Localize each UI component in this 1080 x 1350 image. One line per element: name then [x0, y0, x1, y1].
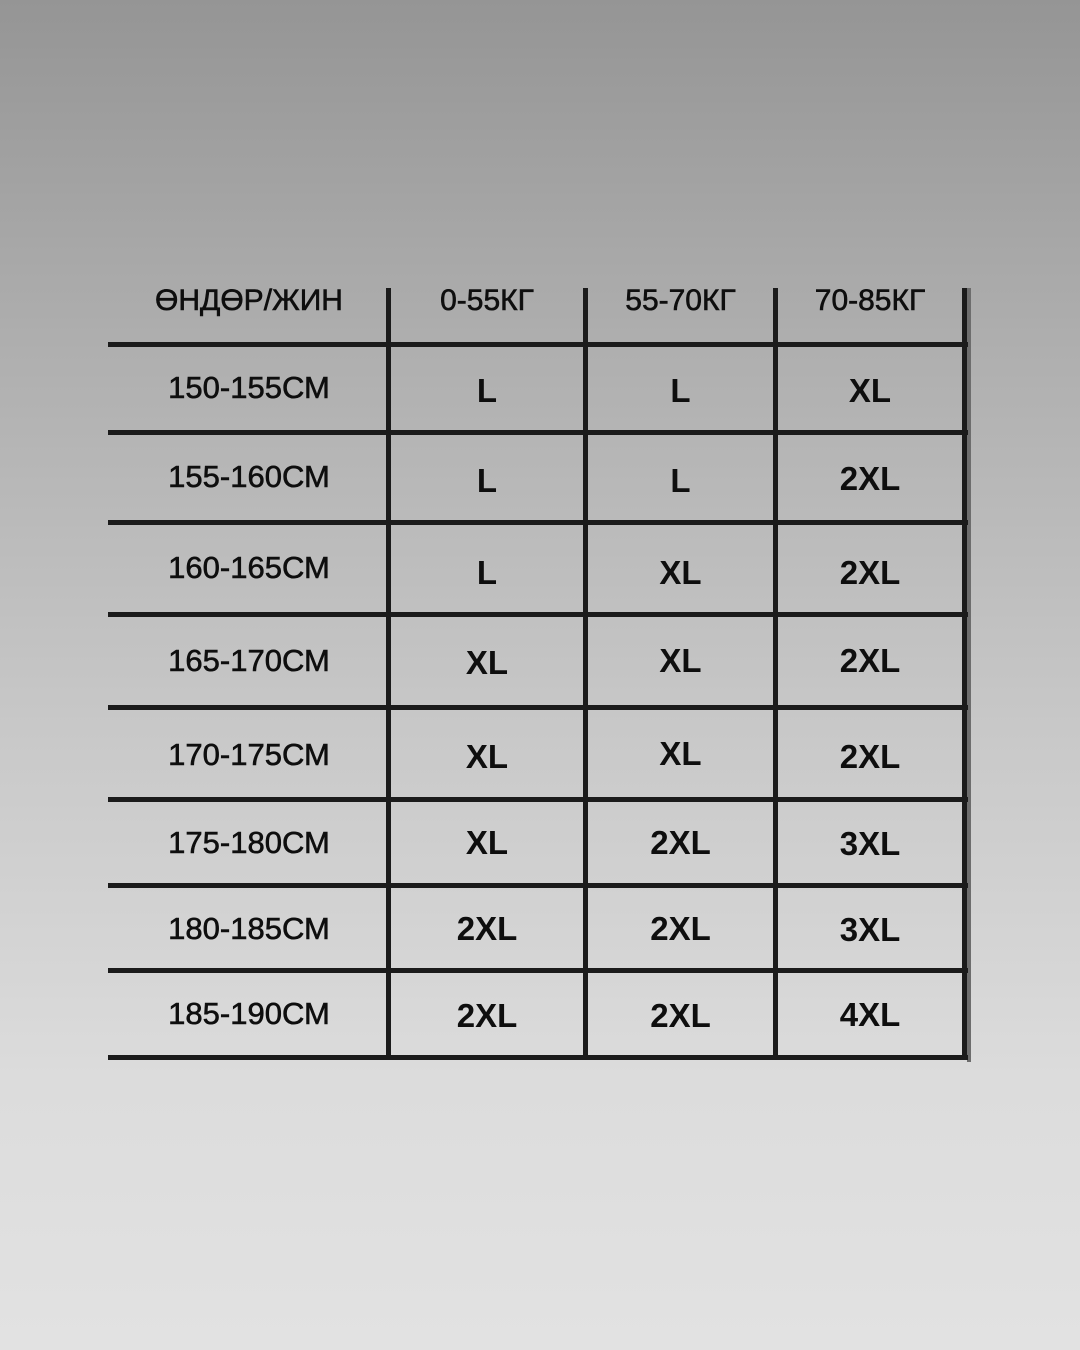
size-cell: XL — [465, 824, 509, 861]
row-height-label: 175-180СМ — [168, 825, 330, 860]
row-divider-6 — [108, 797, 968, 802]
row-divider-2 — [108, 430, 968, 435]
row-height-label: 185-190СМ — [168, 996, 330, 1031]
row-height-label: 165-170СМ — [168, 643, 330, 678]
size-cell: XL — [465, 738, 509, 775]
size-cell: XL — [659, 554, 702, 591]
row-height-label: 170-175СМ — [168, 737, 330, 772]
row-height-label: 180-185СМ — [168, 911, 330, 946]
size-cell: 3XL — [839, 911, 901, 948]
header-weight-0-55: 0-55КГ — [440, 284, 534, 317]
size-cell: 2XL — [839, 554, 901, 591]
size-cell: XL — [465, 644, 509, 681]
header-weight-70-85: 70-85КГ — [814, 284, 926, 317]
row-divider-9 — [108, 1055, 968, 1060]
size-cell: 3XL — [839, 825, 901, 862]
size-cell: 2XL — [839, 738, 901, 775]
size-cell: XL — [848, 372, 892, 409]
row-divider-7 — [108, 883, 968, 888]
size-cell: 2XL — [839, 460, 901, 497]
table-right-edge — [967, 288, 971, 1062]
size-cell: L — [670, 372, 691, 409]
size-cell: 4XL — [839, 996, 901, 1033]
size-cell: XL — [659, 642, 702, 679]
row-height-label: 155-160СМ — [168, 459, 330, 494]
header-weight-55-70: 55-70КГ — [625, 284, 736, 317]
size-cell: 2XL — [650, 910, 711, 947]
size-cell: L — [670, 462, 691, 499]
size-cell: 2XL — [650, 824, 711, 861]
size-cell: 2XL — [456, 910, 518, 947]
row-divider-4 — [108, 612, 968, 617]
size-cell: 2XL — [456, 997, 518, 1034]
size-cell: 2XL — [839, 642, 901, 679]
row-height-label: 150-155СМ — [168, 370, 330, 405]
header-corner-label: ӨНДӨР/ЖИН — [155, 284, 343, 317]
size-cell: XL — [659, 735, 702, 772]
size-cell: L — [476, 462, 498, 499]
row-divider-5 — [108, 705, 968, 710]
row-height-label: 160-165СМ — [168, 550, 330, 585]
size-cell: L — [476, 554, 498, 591]
row-divider-8 — [108, 968, 968, 973]
size-cell: 2XL — [650, 997, 711, 1034]
row-divider-3 — [108, 520, 968, 525]
row-divider-1 — [108, 342, 968, 347]
size-cell: L — [476, 372, 498, 409]
